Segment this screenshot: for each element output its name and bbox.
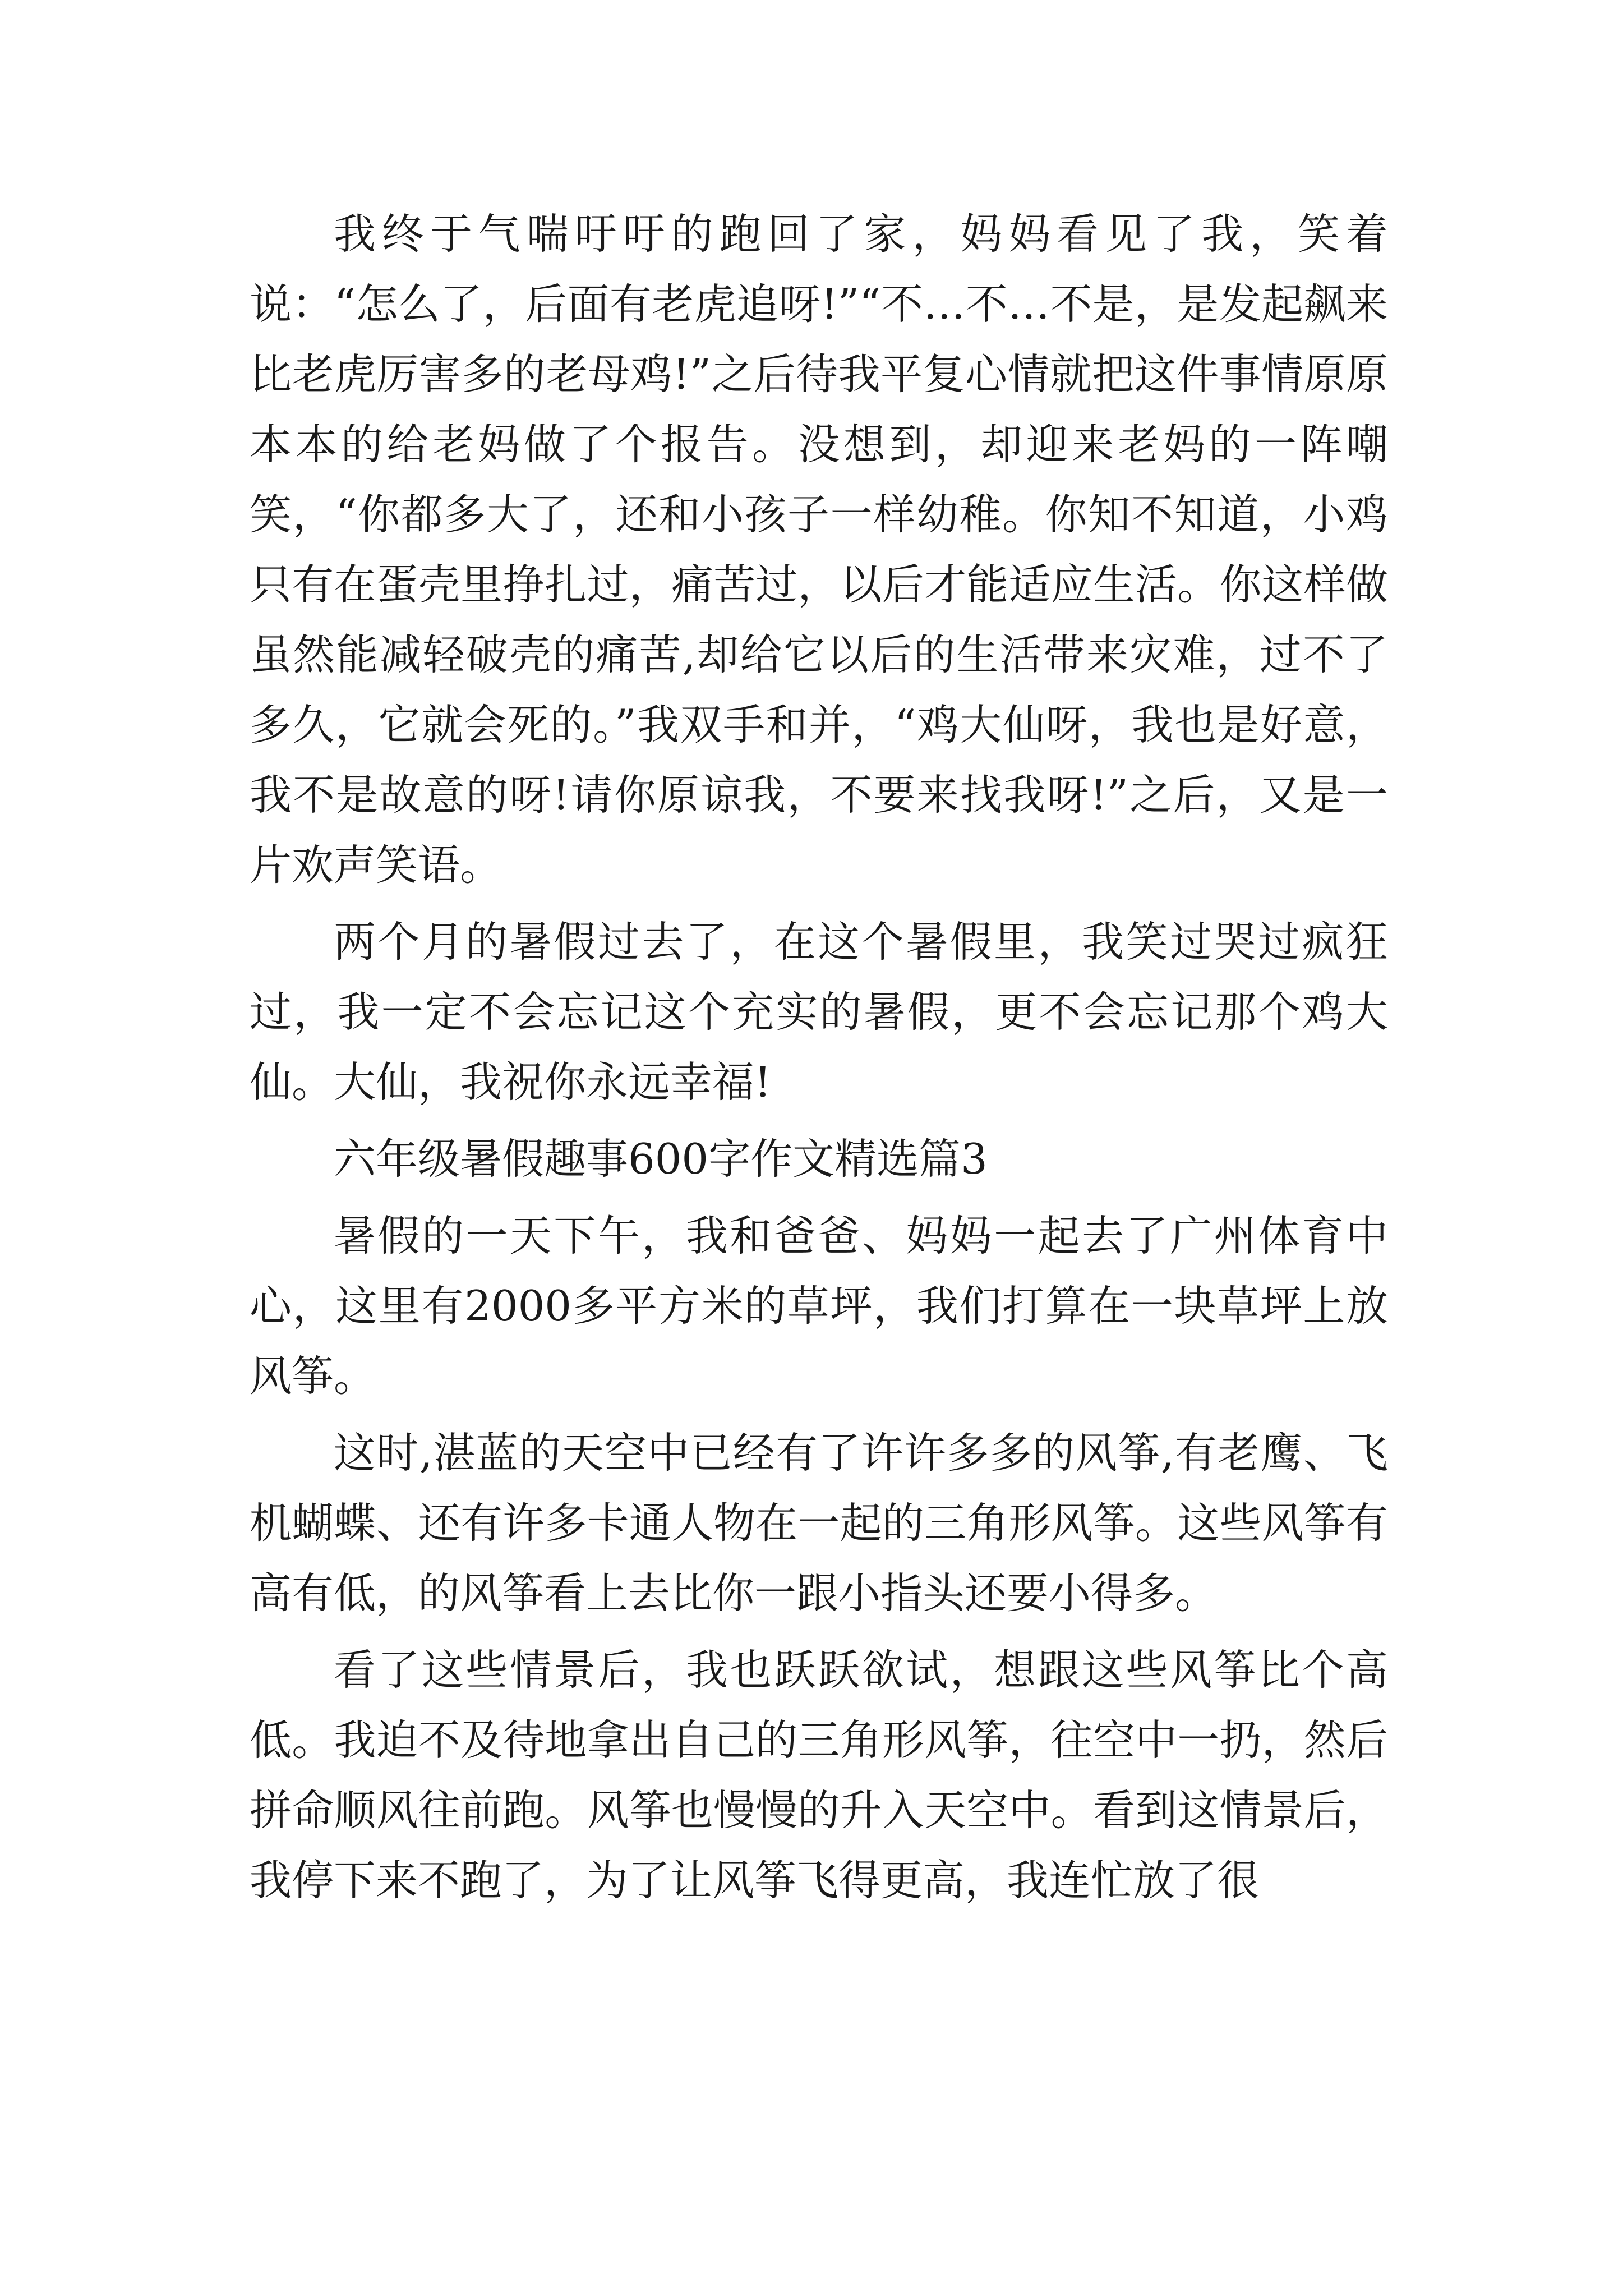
paragraph-fly-kite: 看了这些情景后，我也跃跃欲试，想跟这些风筝比个高低。我迫不及待地拿出自己的三角形风筝，往空中一扔，然后拼命顺风往前跑。风筝也慢慢的升入天空中。看到这情景后，我停下来不跑了，为了让风筝飞得更高，我连忙放了很 — [250, 1645, 1388, 1905]
paragraph-sky-kites: 这时,湛蓝的天空中已经有了许许多多的风筝,有老鹰、飞机蝴蝶、还有许多卡通人物在一起的三角形风筝。这些风筝有高有低，的风筝看上去比你一跟小指头还要小得多。 — [250, 1428, 1388, 1618]
paragraph-sports-center: 暑假的一天下午，我和爸爸、妈妈一起去了广州体育中心，这里有2000多平方米的草坪，我们打算在一块草坪上放风筝。 — [250, 1211, 1388, 1401]
body-text — [250, 199, 1388, 1916]
paragraph-mother-laugh: 我终于气喘吁吁的跑回了家，妈妈看见了我，笑着说：“怎么了，后面有老虎追呀!”“不…不…不是，是发起飙来比老虎厉害多的老母鸡!”之后待我平复心情就把这件事情原原本本的给老妈做了个报告。没想到，却迎来老妈的一阵嘲笑，“你都多大了，还和小孩子一样幼稚。你知不知道，小鸡只有在蛋壳里挣扎过，痛苦过，以后才能适应生活。你这样做虽然能减轻破壳的痛苦,却给它以后的生活带来灾难，过不了多久，它就会死的。”我双手和并，“鸡大仙呀，我也是好意，我不是故意的呀!请你原谅我，不要来找我呀!”之后，又是一片欢声笑语。 — [250, 209, 1388, 890]
section-heading: 六年级暑假趣事600字作文精选篇3 — [334, 1134, 988, 1184]
paragraph-summer-end: 两个月的暑假过去了，在这个暑假里，我笑过哭过疯狂过，我一定不会忘记这个充实的暑假，更不会忘记那个鸡大仙。大仙，我祝你永远幸福! — [250, 917, 1388, 1107]
